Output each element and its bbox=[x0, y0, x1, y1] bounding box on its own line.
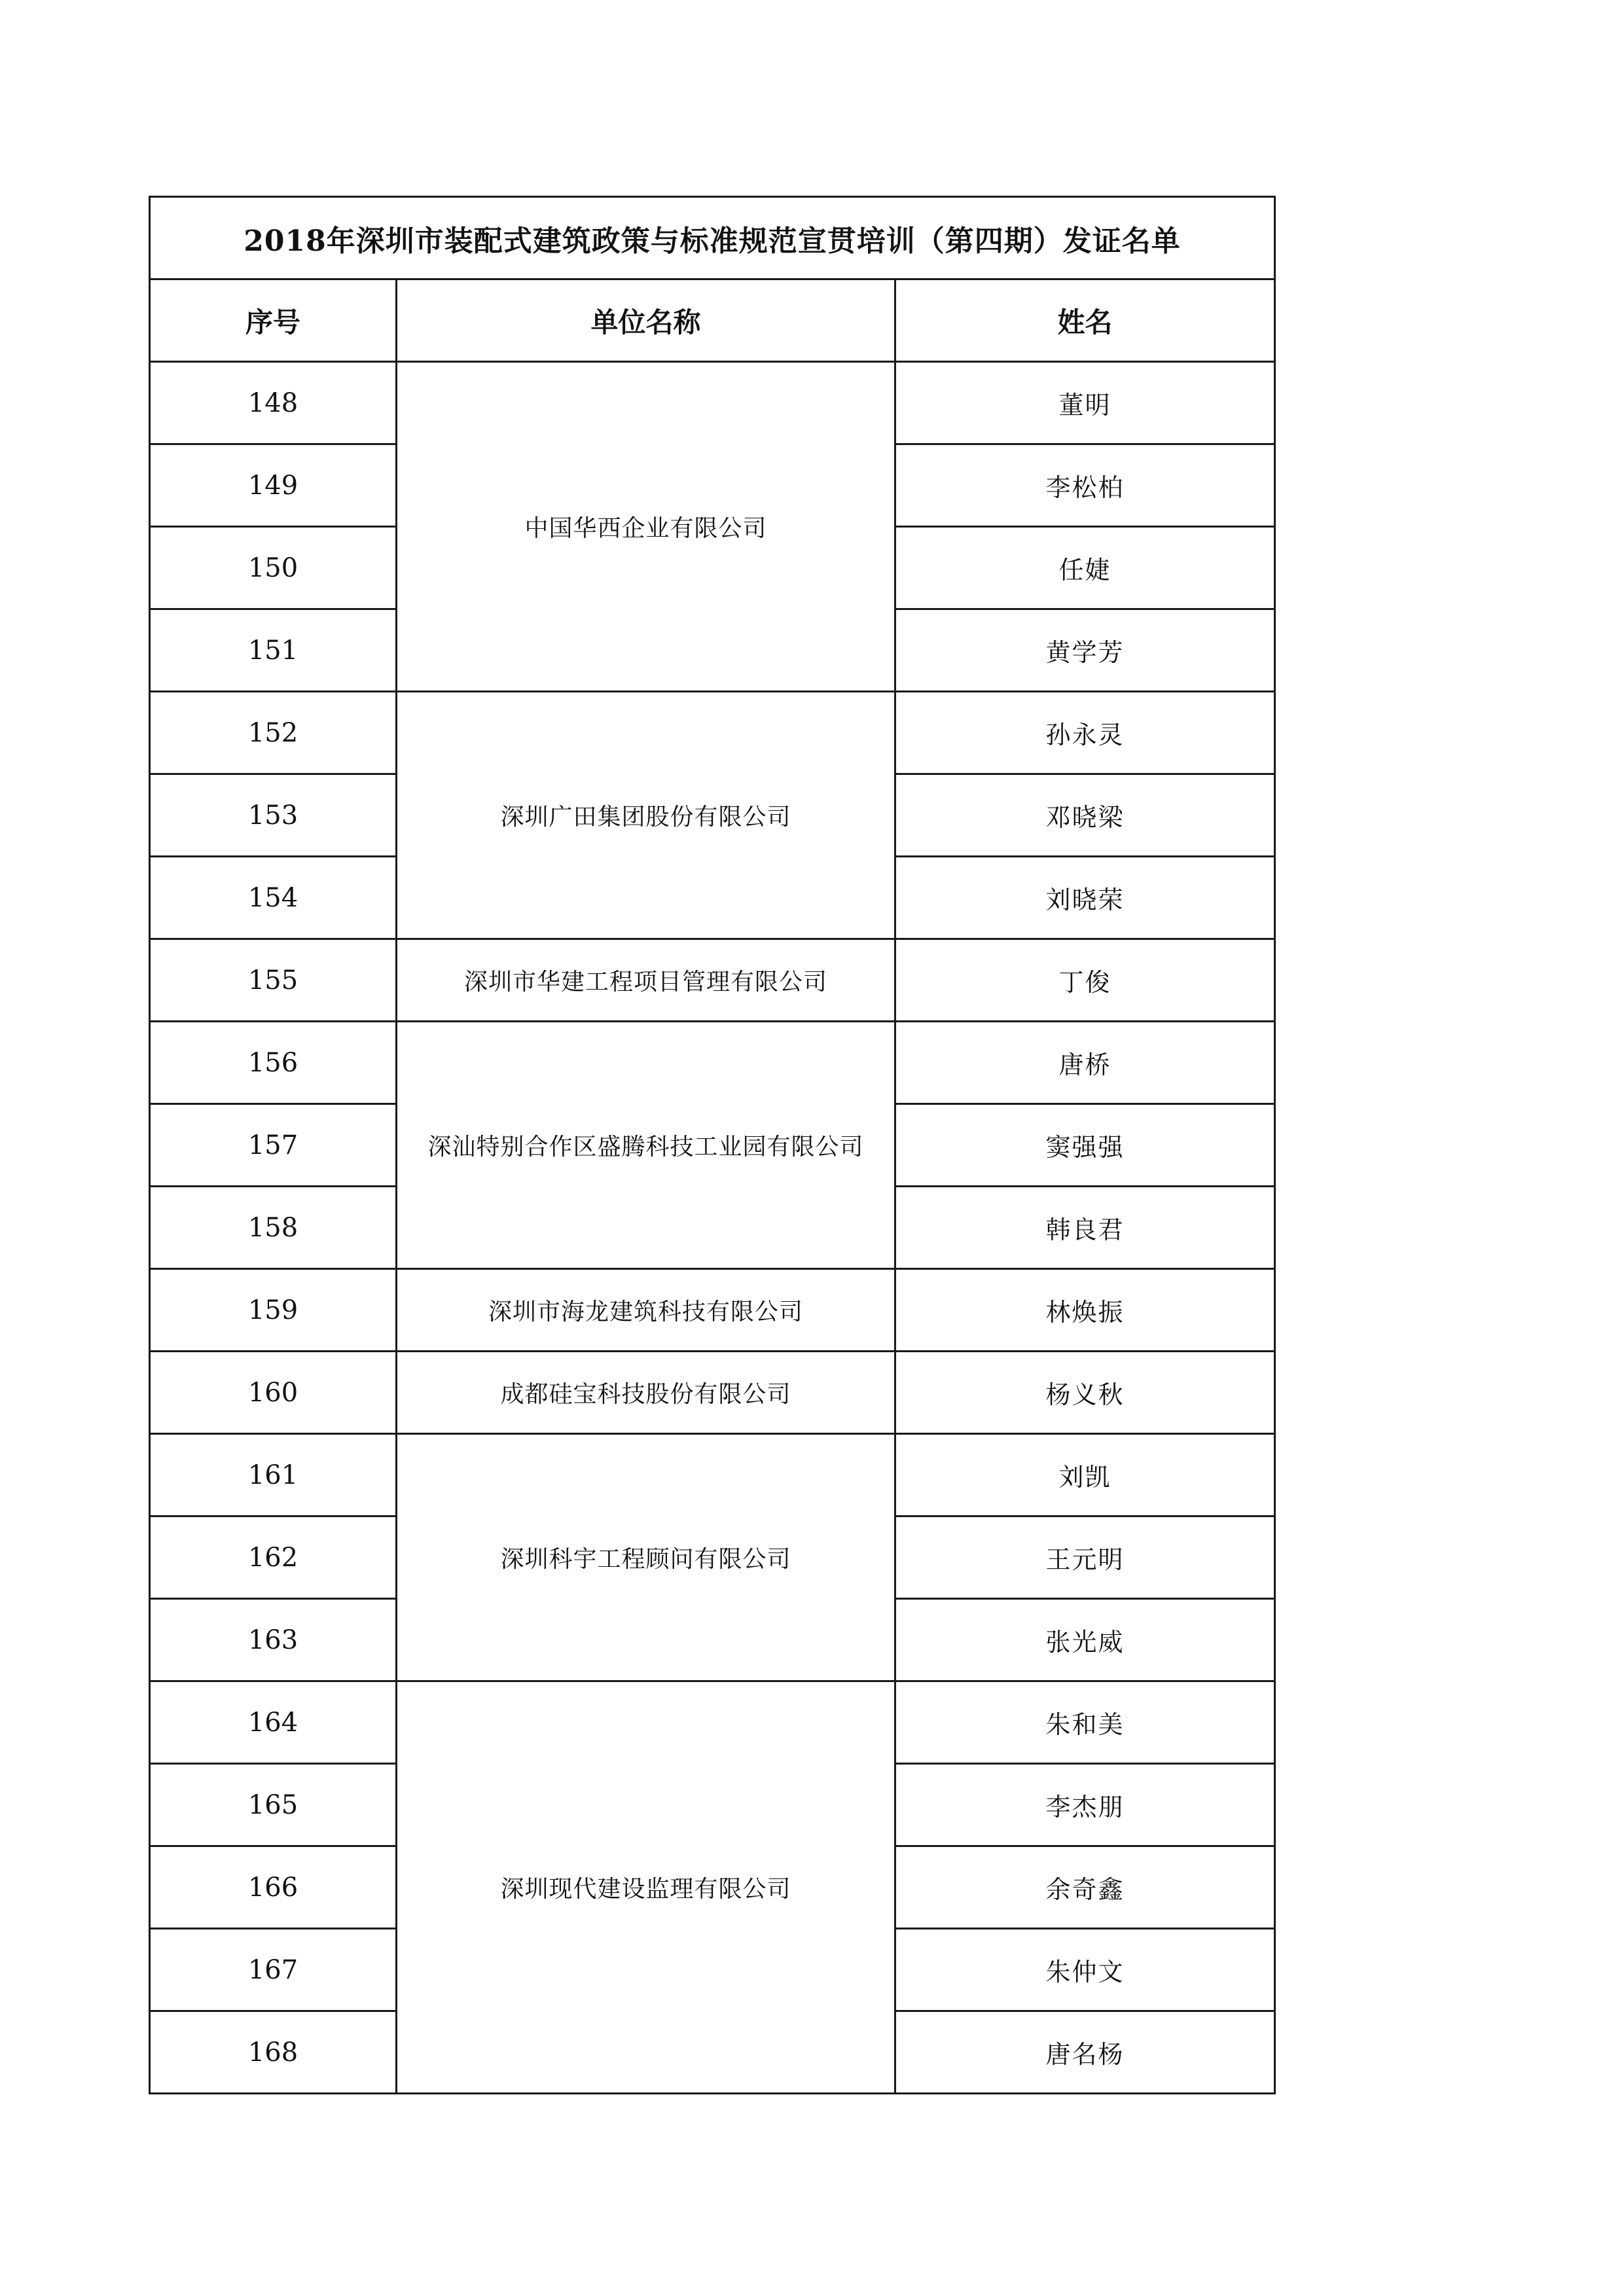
table-title: 2018年深圳市装配式建筑政策与标准规范宣贯培训（第四期）发证名单 bbox=[150, 197, 1275, 279]
person-name-cell: 唐桥 bbox=[895, 1022, 1275, 1104]
person-name-cell: 丁俊 bbox=[895, 939, 1275, 1022]
person-name-cell: 窦强强 bbox=[895, 1104, 1275, 1187]
table-row bbox=[150, 362, 1275, 444]
person-name-cell: 朱仲文 bbox=[895, 1929, 1275, 2011]
seq-cell: 155 bbox=[150, 939, 397, 1022]
seq-cell: 165 bbox=[150, 1764, 397, 1846]
person-name-cell: 王元明 bbox=[895, 1516, 1275, 1599]
header-name: 姓名 bbox=[895, 279, 1275, 362]
person-name-cell: 唐名杨 bbox=[895, 2011, 1275, 2094]
seq-cell: 158 bbox=[150, 1187, 397, 1269]
seq-cell: 159 bbox=[150, 1269, 397, 1352]
person-name-cell: 黄学芳 bbox=[895, 609, 1275, 692]
seq-cell: 163 bbox=[150, 1599, 397, 1681]
unit-name-cell: 中国华西企业有限公司 bbox=[397, 362, 895, 692]
seq-cell: 160 bbox=[150, 1352, 397, 1434]
seq-cell: 156 bbox=[150, 1022, 397, 1104]
person-name-cell: 李松柏 bbox=[895, 444, 1275, 527]
table-row bbox=[150, 1269, 1275, 1352]
seq-cell: 153 bbox=[150, 774, 397, 857]
unit-name-cell: 深圳现代建设监理有限公司 bbox=[397, 1681, 895, 2094]
person-name-cell: 林焕振 bbox=[895, 1269, 1275, 1352]
person-name-cell: 刘晓荣 bbox=[895, 857, 1275, 939]
seq-cell: 149 bbox=[150, 444, 397, 527]
unit-name-cell: 深圳市华建工程项目管理有限公司 bbox=[397, 939, 895, 1022]
table-row bbox=[150, 1434, 1275, 1516]
table-row bbox=[150, 1352, 1275, 1434]
title-row bbox=[150, 197, 1275, 279]
table-row bbox=[150, 1681, 1275, 1764]
unit-name-cell: 深圳广田集团股份有限公司 bbox=[397, 692, 895, 939]
seq-cell: 162 bbox=[150, 1516, 397, 1599]
table-row bbox=[150, 692, 1275, 774]
person-name-cell: 董明 bbox=[895, 362, 1275, 444]
person-name-cell: 孙永灵 bbox=[895, 692, 1275, 774]
seq-cell: 168 bbox=[150, 2011, 397, 2094]
table-row bbox=[150, 1022, 1275, 1104]
unit-name-cell: 深汕特别合作区盛腾科技工业园有限公司 bbox=[397, 1022, 895, 1269]
header-seq: 序号 bbox=[150, 279, 397, 362]
header-row bbox=[150, 279, 1275, 362]
person-name-cell: 韩良君 bbox=[895, 1187, 1275, 1269]
seq-cell: 154 bbox=[150, 857, 397, 939]
person-name-cell: 邓晓梁 bbox=[895, 774, 1275, 857]
person-name-cell: 张光威 bbox=[895, 1599, 1275, 1681]
seq-cell: 148 bbox=[150, 362, 397, 444]
seq-cell: 166 bbox=[150, 1846, 397, 1929]
person-name-cell: 杨义秋 bbox=[895, 1352, 1275, 1434]
certificate-list-table bbox=[149, 196, 1276, 2094]
header-unit: 单位名称 bbox=[397, 279, 895, 362]
seq-cell: 167 bbox=[150, 1929, 397, 2011]
unit-name-cell: 深圳科宇工程顾问有限公司 bbox=[397, 1434, 895, 1681]
seq-cell: 164 bbox=[150, 1681, 397, 1764]
seq-cell: 161 bbox=[150, 1434, 397, 1516]
unit-name-cell: 深圳市海龙建筑科技有限公司 bbox=[397, 1269, 895, 1352]
person-name-cell: 李杰朋 bbox=[895, 1764, 1275, 1846]
person-name-cell: 余奇鑫 bbox=[895, 1846, 1275, 1929]
unit-name-cell: 成都硅宝科技股份有限公司 bbox=[397, 1352, 895, 1434]
seq-cell: 157 bbox=[150, 1104, 397, 1187]
seq-cell: 150 bbox=[150, 527, 397, 609]
seq-cell: 152 bbox=[150, 692, 397, 774]
table-row bbox=[150, 939, 1275, 1022]
person-name-cell: 刘凯 bbox=[895, 1434, 1275, 1516]
seq-cell: 151 bbox=[150, 609, 397, 692]
person-name-cell: 朱和美 bbox=[895, 1681, 1275, 1764]
person-name-cell: 任婕 bbox=[895, 527, 1275, 609]
